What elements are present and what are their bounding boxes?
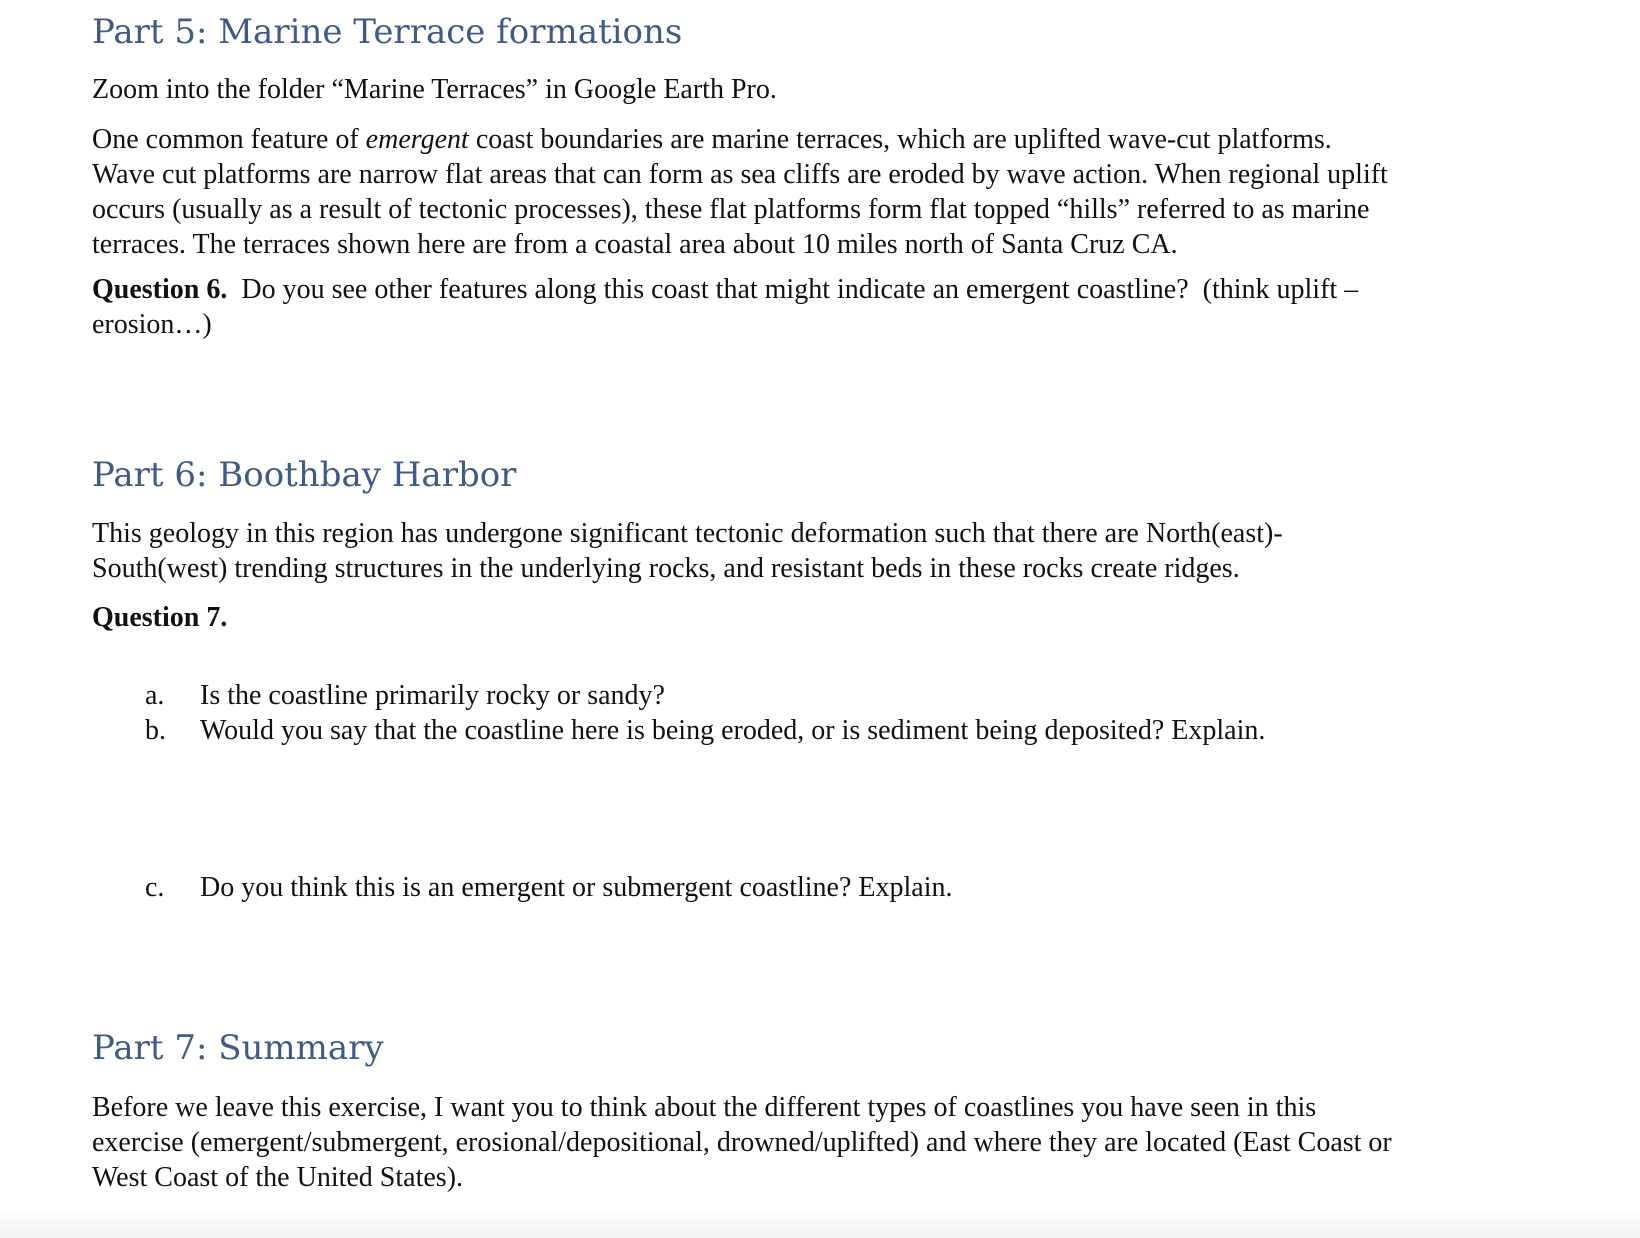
question-7-label: Question 7. <box>92 602 228 633</box>
part5-zoom-instruction: Zoom into the folder “Marine Terraces” in Google Earth Pro. <box>92 74 777 105</box>
part7-heading: Part 7: Summary <box>92 1028 384 1068</box>
page-bottom-edge <box>0 1208 1640 1238</box>
part5-paragraph: One common feature of emergent coast boundaries are marine terraces, which are uplifted wave-cut platforms. Wave cut platforms are narrow flat areas that can form as sea cliffs are eroded by wave action. When regional uplift occurs (usually as a result of tectonic processes), these flat platforms form flat topped “hills” referred to as marine terraces. The terraces shown here are from a coastal area about 10 miles north of Santa Cruz CA. <box>92 124 1388 260</box>
question-7b: b. Would you say that the coastline here is being eroded, or is sediment being deposited? Explain. <box>145 715 1266 746</box>
part5-heading: Part 5: Marine Terrace formations <box>92 12 683 52</box>
emergent-emphasis: emergent <box>365 124 469 155</box>
part6-heading: Part 6: Boothbay Harbor <box>92 455 517 495</box>
part6-paragraph: This geology in this region has undergone significant tectonic deformation such that there are North(east)- South(west) trending structures in the underlying rocks, and resistant beds in these rocks create ridges. <box>92 518 1283 584</box>
question-7c: c. Do you think this is an emergent or submergent coastline? Explain. <box>145 872 953 903</box>
part7-paragraph: Before we leave this exercise, I want you to think about the different types of coastlines you have seen in this exercise (emergent/submergent, erosional/depositional, drowned/uplifted) and where they are located (East Coast or West Coast of the United States). <box>92 1092 1392 1193</box>
question-6: Question 6. Do you see other features along this coast that might indicate an emergent coastline? (think uplift – erosion…) <box>92 274 1359 340</box>
question-7a: a. Is the coastline primarily rocky or sandy? <box>145 680 665 711</box>
question-6-label: Question 6. <box>92 274 228 305</box>
